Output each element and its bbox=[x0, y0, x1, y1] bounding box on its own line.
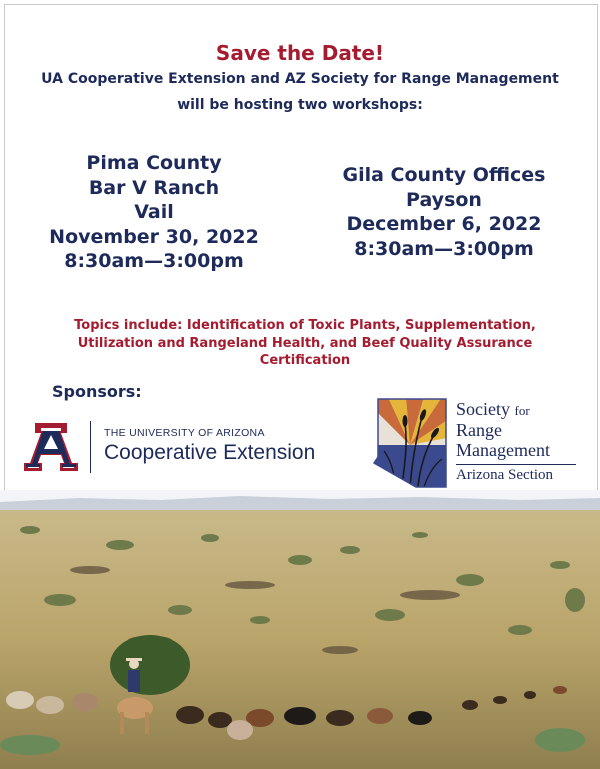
workshop-time: 8:30am—3:00pm bbox=[354, 237, 534, 260]
topics-line: Certification bbox=[259, 353, 351, 368]
society-for-range-management-logo bbox=[372, 397, 452, 489]
university-name: THE UNIVERSITY OF ARIZONA bbox=[104, 427, 265, 439]
workshop-date: December 6, 2022 bbox=[346, 213, 542, 235]
workshops-intro-line: will be hosting two workshops: bbox=[177, 97, 423, 113]
workshop-location: Gila County Offices bbox=[342, 164, 546, 186]
srm-rule bbox=[456, 464, 576, 465]
sponsors-label: Sponsors: bbox=[52, 382, 142, 401]
srm-line-management: Management bbox=[456, 440, 550, 460]
workshop-city: Vail bbox=[134, 201, 174, 223]
topics-line: Topics include: Identification of Toxic Plants, Supplementation, bbox=[74, 318, 536, 333]
workshop-pima bbox=[20, 151, 288, 274]
rangeland-cattle-photo bbox=[0, 490, 600, 769]
logo-divider bbox=[90, 421, 91, 473]
host-organizations-line: UA Cooperative Extension and AZ Society for Range Management bbox=[41, 71, 559, 87]
cooperative-extension-name: Cooperative Extension bbox=[104, 441, 316, 464]
university-of-arizona-logo bbox=[20, 421, 82, 473]
srm-line-arizona-section: Arizona Section bbox=[456, 467, 554, 483]
workshop-time: 8:30am—3:00pm bbox=[64, 250, 244, 272]
workshop-gila bbox=[312, 163, 576, 261]
topics-text bbox=[20, 317, 590, 370]
srm-line-range: Range bbox=[456, 420, 502, 440]
workshop-date: November 30, 2022 bbox=[49, 225, 259, 248]
topics-line: Utilization and Rangeland Health, and Beef Quality Assurance bbox=[77, 335, 533, 351]
srm-for-word: for bbox=[514, 403, 530, 418]
workshop-venue: Bar V Ranch bbox=[88, 176, 220, 199]
srm-society-word: Society bbox=[456, 399, 515, 419]
workshop-city: Payson bbox=[406, 188, 482, 211]
srm-line-society bbox=[456, 399, 530, 420]
workshop-location: Pima County bbox=[86, 152, 222, 174]
save-the-date-title: Save the Date! bbox=[215, 41, 385, 65]
